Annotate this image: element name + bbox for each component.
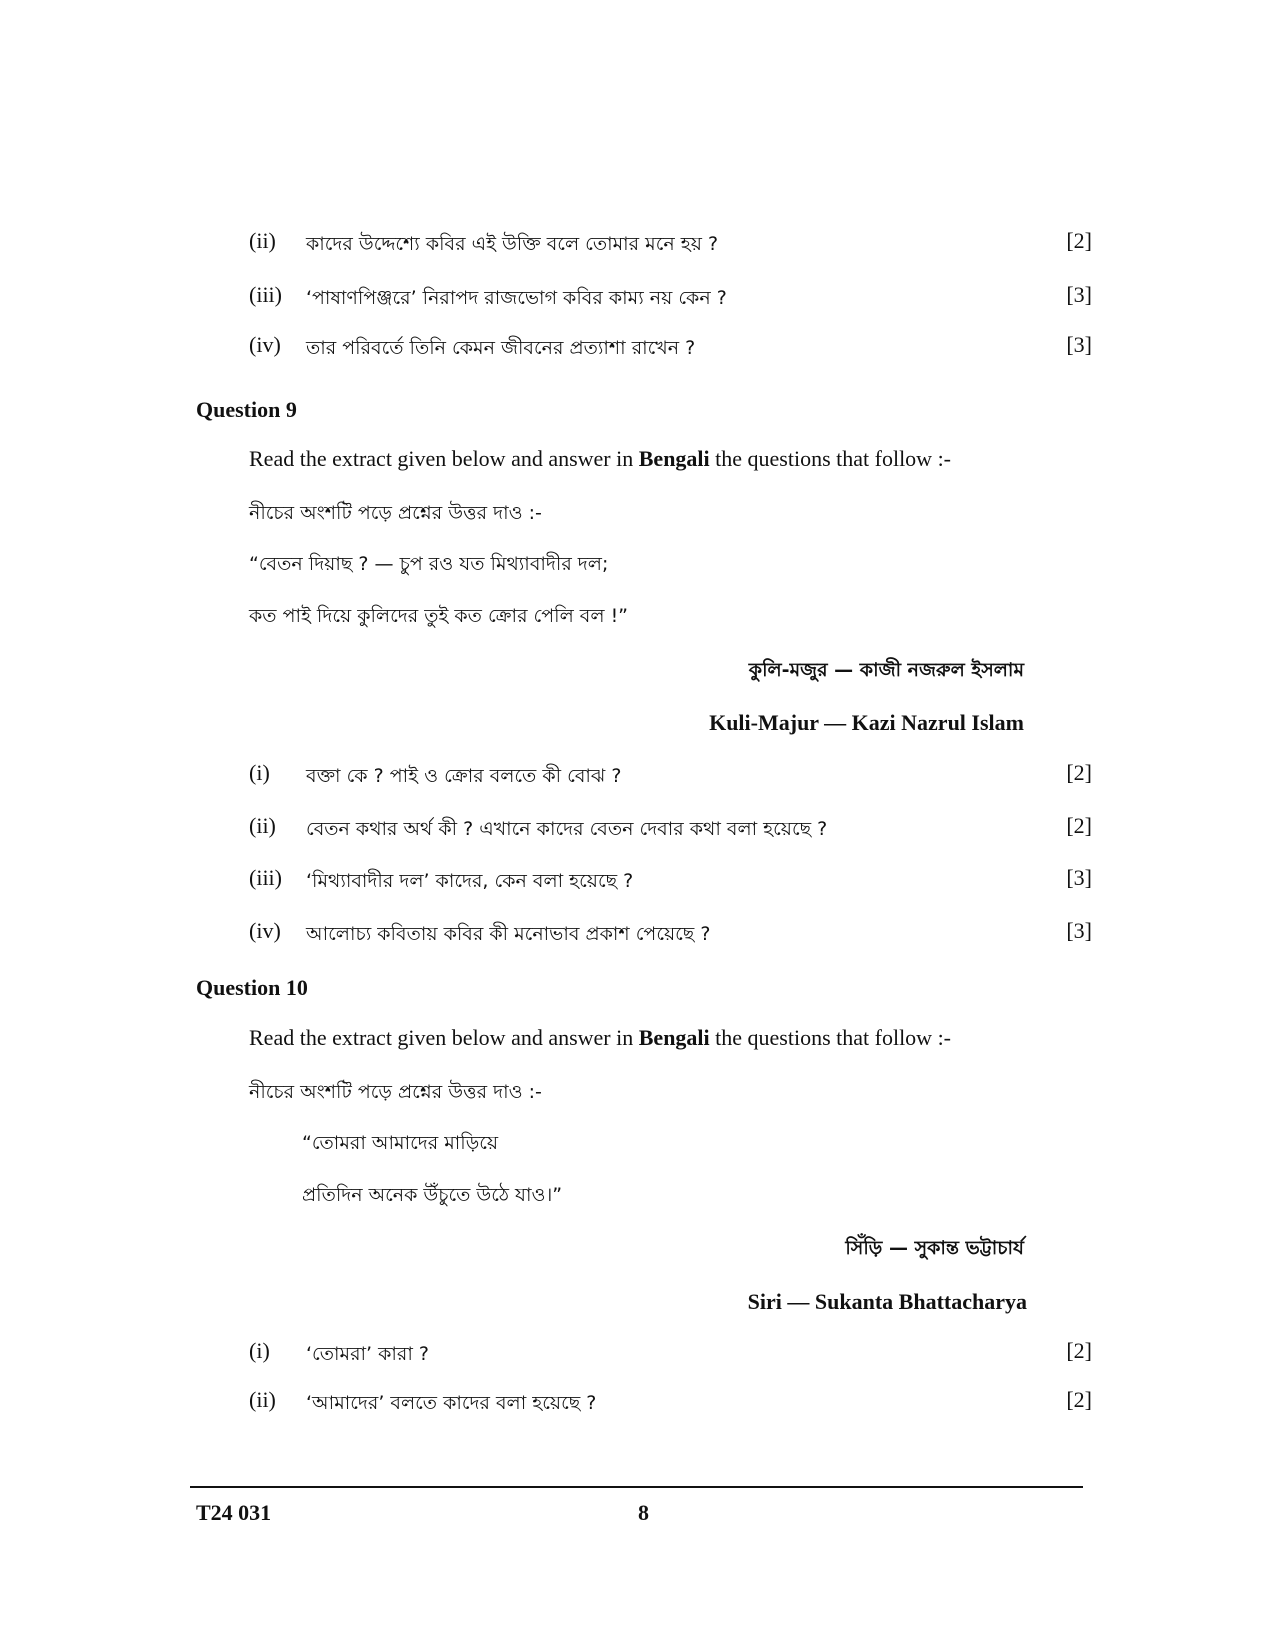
q9-item-ii-number: (ii) bbox=[249, 813, 276, 838]
footer-divider bbox=[190, 1486, 1083, 1488]
q8-item-iv-number: (iv) bbox=[249, 332, 281, 357]
q9-item-iv-text: আলোচ্য কবিতায় কবির কী মনোভাব প্রকাশ পেয়েছে ? bbox=[306, 923, 711, 945]
q9-extract-line1: “বেতন দিয়াছ ? — চুপ রও যত মিথ্যাবাদীর দল; bbox=[249, 553, 609, 575]
q8-item-ii-marks: [2] bbox=[1066, 228, 1092, 253]
q9-extract-line2: কত পাই দিয়ে কুলিদের তুই কত ক্রোর পেলি বল !” bbox=[249, 605, 629, 627]
q9-item-i-number: (i) bbox=[249, 760, 270, 785]
q9-item-iv-number: (iv) bbox=[249, 918, 281, 943]
q10-instruction-bengali: নীচের অংশটি পড়ে প্রশ্নের উত্তর দাও :- bbox=[249, 1081, 542, 1103]
q8-item-iv-text: তার পরিবর্তে তিনি কেমন জীবনের প্রত্যাশা রাখেন ? bbox=[306, 337, 696, 359]
q10-extract-line1: “তোমরা আমাদের মাড়িয়ে bbox=[302, 1132, 499, 1154]
q8-item-ii-number: (ii) bbox=[249, 228, 276, 253]
footer-page-number: 8 bbox=[638, 1500, 649, 1525]
q10-source-bengali: সিঁড়ি — সুকান্ত ভট্টাচার্য bbox=[845, 1237, 1024, 1259]
q9-instruction-bengali: নীচের অংশটি পড়ে প্রশ্নের উত্তর দাও :- bbox=[249, 502, 542, 524]
q9-item-ii-text: বেতন কথার অর্থ কী ? এখানে কাদের বেতন দেবার কথা বলা হয়েছে ? bbox=[306, 818, 828, 840]
q10-item-ii-marks: [2] bbox=[1066, 1387, 1092, 1412]
q9-item-i-text: বক্তা কে ? পাই ও ক্রোর বলতে কী বোঝ ? bbox=[306, 765, 622, 787]
q9-instruction-post: the questions that follow :- bbox=[709, 446, 952, 471]
q9-item-i-marks: [2] bbox=[1066, 760, 1092, 785]
q9-item-iv-marks: [3] bbox=[1066, 918, 1092, 943]
q9-item-iii-marks: [3] bbox=[1066, 865, 1092, 890]
q8-item-iii-text: ‘পাষাণপিঞ্জরে’ নিরাপদ রাজভোগ কবির কাম্য নয় কেন ? bbox=[306, 287, 727, 309]
q10-item-ii-number: (ii) bbox=[249, 1387, 276, 1412]
q10-extract-line2: প্রতিদিন অনেক উঁচুতে উঠে যাও।” bbox=[302, 1184, 563, 1206]
q10-heading: Question 10 bbox=[196, 975, 308, 1000]
q8-item-ii-text: কাদের উদ্দেশ্যে কবির এই উক্তি বলে তোমার মনে হয় ? bbox=[306, 233, 719, 255]
q10-source-english: Siri — Sukanta Bhattacharya bbox=[747, 1289, 1027, 1314]
q10-instruction bbox=[249, 1025, 951, 1051]
q9-instruction-pre: Read the extract given below and answer in bbox=[249, 446, 639, 471]
q9-item-ii-marks: [2] bbox=[1066, 813, 1092, 838]
q9-source-bengali: কুলি-মজুর — কাজী নজরুল ইসলাম bbox=[748, 659, 1024, 681]
q9-instruction-language: Bengali bbox=[638, 446, 710, 471]
q9-instruction bbox=[249, 446, 951, 472]
q10-instruction-language: Bengali bbox=[638, 1025, 710, 1050]
q8-item-iii-number: (iii) bbox=[249, 282, 282, 307]
q10-item-ii-text: ‘আমাদের’ বলতে কাদের বলা হয়েছে ? bbox=[306, 1392, 597, 1414]
q10-item-i-text: ‘তোমরা’ কারা ? bbox=[306, 1343, 429, 1365]
q10-instruction-post: the questions that follow :- bbox=[709, 1025, 952, 1050]
q10-item-i-marks: [2] bbox=[1066, 1338, 1092, 1363]
footer-paper-code: T24 031 bbox=[196, 1500, 272, 1525]
q8-item-iv-marks: [3] bbox=[1066, 332, 1092, 357]
q9-source-english: Kuli-Majur — Kazi Nazrul Islam bbox=[709, 710, 1024, 735]
q10-instruction-pre: Read the extract given below and answer in bbox=[249, 1025, 639, 1050]
q9-item-iii-number: (iii) bbox=[249, 865, 282, 890]
q9-item-iii-text: ‘মিথ্যাবাদীর দল’ কাদের, কেন বলা হয়েছে ? bbox=[306, 870, 634, 892]
q8-item-iii-marks: [3] bbox=[1066, 282, 1092, 307]
q9-heading: Question 9 bbox=[196, 397, 297, 422]
q10-item-i-number: (i) bbox=[249, 1338, 270, 1363]
